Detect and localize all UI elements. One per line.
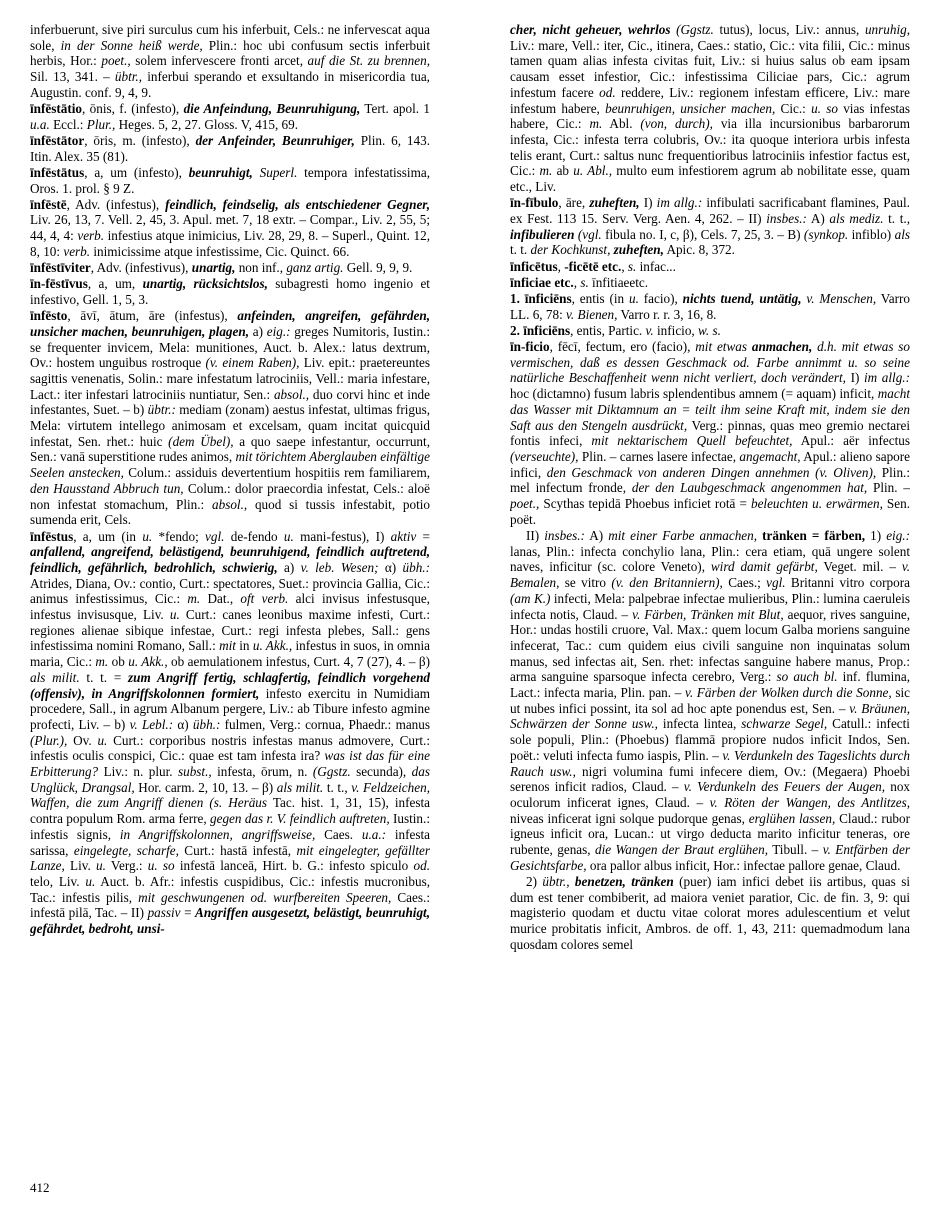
entry-text: , entis (in (571, 290, 629, 306)
entry-bold: īnficiae etc. (510, 274, 574, 290)
entry-bold: zum Angriff fertig, schlagfertig, feindlich vorgehend (offensiv), in Angriffskolonnen formiert, (30, 669, 430, 701)
entry-bold: īnfēstātus (30, 164, 85, 180)
entry-italic: (verseuchte), (510, 448, 579, 464)
dictionary-entry (510, 259, 910, 275)
entry-text: infesta, ōrum, n. (211, 764, 313, 780)
entry-text: = (180, 905, 196, 921)
entry-text: lanas, Plin.: infecta conchylio lana, Plin.: cera etiam, quā ungere solent naves, inficitur (sc. colore Veneto), (510, 543, 910, 575)
dictionary-entry (510, 323, 910, 339)
entry-bold: īnfēstātio (30, 101, 83, 117)
entry-italic: der Kochkunst, (530, 242, 611, 258)
entry-italic: u.a.: (361, 826, 387, 842)
entry-text: infestius atque inimicius, Liv. 28, 29, 8. – Superl., Quint. 12, 8, 10: (30, 228, 430, 259)
entry-text: infestus in suos, in omnia maria, Cic.: (30, 638, 430, 670)
entry-bold: cher, nicht geheuer, wehrlos (510, 22, 671, 37)
entry-bold: anfallend, angreifend, belästigend, beunruhigend, feindlich auftretend, feindlich, gefährlich, bedrohlich, schwierig, (30, 544, 430, 575)
entry-text: Sen. poët. (510, 496, 910, 527)
entry-italic: v. Bemalen, (510, 559, 910, 591)
entry-italic: vgl. (205, 528, 225, 544)
entry-text: I) (845, 370, 864, 386)
entry-text: inficio, (653, 322, 699, 338)
entry-text: Abl. (602, 116, 641, 132)
entry-italic: v. leb. Wesen; (300, 559, 379, 575)
entry-text: , (573, 274, 581, 290)
entry-italic: (v. einem Raben), (205, 355, 300, 371)
entry-text: , Adv. (infestivus), (90, 260, 192, 276)
entry-text: ora pallor albus inficit, Hor.: infectae pallore genae, Claud. (586, 857, 901, 873)
entry-italic: u. (169, 607, 180, 623)
page-number: 412 (30, 1180, 50, 1195)
entry-italic: das Unglück, Drangsal, (30, 764, 430, 795)
entry-italic: v. Lebl.: (129, 716, 174, 732)
entry-text: Heges. 5, 2, 27. Gloss. V, 415, 69. (115, 116, 299, 132)
entry-italic: (am K.) (510, 590, 551, 606)
entry-text: subagresti homo ingenio et infestivo, Gell. 1, 5, 3. (30, 276, 430, 307)
entry-bold: īn-fībulo (510, 195, 559, 211)
entry-italic: od. (413, 858, 430, 874)
entry-text: Sil. 13, 341. – (30, 69, 115, 85)
entry-text: Tac. hist. 1, 31, 15), infesta contra populum Rom. arma ferre, (30, 795, 430, 827)
entry-italic: v. Entfärben der Gesichtsfarbe, (510, 842, 910, 873)
entry-text: Plin. 6, 143. Itin. Alex. 35 (81). (30, 132, 430, 164)
entry-text: inferbuerunt, sive piri surculus cum his inferbuit, Cels.: ne infervescat aqua sole, (30, 22, 430, 53)
dictionary-entry (30, 101, 430, 132)
entry-text: t. t. (510, 242, 531, 258)
entry-italic: übtr.: (147, 402, 176, 418)
dictionary-page (30, 22, 910, 1182)
entry-text: Plin. – (867, 480, 910, 496)
entry-text: Ov. (67, 732, 98, 748)
entry-italic: u. Akk., (128, 654, 168, 670)
entry-text: infesta sarissa, (30, 826, 430, 858)
dictionary-entry (510, 195, 910, 258)
entry-italic: gegen das r. V. feindlich auftreten, (210, 811, 390, 827)
entry-text: 1) (865, 528, 887, 543)
entry-italic: poet., (510, 496, 540, 512)
entry-italic: absol., (212, 496, 248, 512)
entry-text: inferbui sperando et exsultando in misericordia tua, Augustin. conf. 9, 4, 9. (30, 69, 430, 100)
entry-text: de-fendo (224, 528, 284, 544)
entry-bold: beunruhigt, (188, 164, 253, 180)
entry-text: α) (378, 559, 403, 575)
entry-text: Verg.: pinnas, quas meo gremio nectarei fontis infeci, (510, 417, 910, 449)
entry-bold: anmachen, (751, 339, 813, 355)
entry-text: ab (552, 163, 574, 179)
entry-italic: macht das Wasser mit Diktamnum an = teilt ihm seine Kraft mit, indem sie den Saft aus den Stengeln ausdrückt, (510, 386, 910, 433)
entry-text (253, 165, 260, 180)
entry-text: Plin. – carnes lasere infectae, (578, 448, 740, 464)
entry-italic: u. so (811, 100, 838, 116)
entry-text: infecti, Mela: palpebrae infectae mulieribus, Plin.: lumina caeruleis infecta notis, Claud. – (510, 590, 910, 622)
entry-italic: (vgl. (577, 226, 602, 242)
entry-italic: mit eingelegter, gefällter Lanze, (30, 842, 430, 874)
entry-italic: m. (589, 116, 603, 132)
entry-text: , āre, (558, 195, 590, 211)
entry-text: , fēcī, fectum, ero (facio), (549, 339, 696, 355)
entry-text: Dat., (200, 591, 241, 607)
entry-text: alci invisus infestusque, infestus invisusque, Liv. (30, 591, 430, 623)
entry-text: a quo saepe infestantur, occurrunt, Sen.: vanā superstitione rudes animos, (30, 433, 430, 465)
entry-italic: im allg.: (863, 370, 910, 386)
entry-text: fibula no. I, c, β), Cels. 7, 25, 3. – B) (601, 226, 804, 242)
entry-italic: w. s. (698, 322, 721, 338)
entry-text: mediam (zonam) aestus infestat, ultimas frigus, Mela: virtutem intellego animosam et excelsam, quam incitat quicquid infestat, Sen. rhet.: huic (30, 402, 430, 449)
entry-bold: -ficētē etc. (564, 258, 622, 274)
entry-italic: der den Laubgeschmack angenommen hat, (631, 480, 868, 496)
entry-italic: v. Verdunkeln des Feuers der Augen, (683, 779, 886, 795)
entry-italic: m. (539, 163, 553, 179)
entry-italic: (synkop. (803, 226, 849, 242)
entry-text: t. t., (323, 779, 352, 795)
entry-text: nox oculorum inficerat ignes, Claud. – (510, 779, 910, 810)
entry-italic: v. Verdunkeln des Tageslichts durch Rauch usw., (510, 747, 910, 779)
entry-italic: (Plur.), (30, 732, 68, 748)
entry-text: infesto exercitu in Numidiam procedere, Sall., in agrum Albanum pergere, Liv.: ab Tibure infesto agmine profecti, Liv. – b) (30, 685, 430, 732)
entry-bold: benetzen, tränken (574, 873, 674, 889)
entry-italic: (Ggstz. (312, 764, 351, 780)
entry-italic: eig.: (886, 528, 910, 543)
entry-italic: als milit. (30, 669, 80, 685)
dictionary-entry (30, 165, 430, 196)
entry-italic: subst., (177, 764, 212, 780)
entry-italic: schwarze Segel, (741, 716, 828, 732)
entry-bold: īn-ficio (510, 339, 550, 355)
entry-italic: u. (97, 732, 108, 748)
entry-text: t. t., (883, 210, 910, 226)
entry-italic: mit nektarischem Quell befeuchtet, (591, 433, 793, 449)
entry-text: niveas inficerat igni solque pudorque genas, (510, 810, 749, 826)
entry-italic: beleuchten u. erwärmen, (750, 496, 883, 512)
entry-bold: infibulieren (510, 226, 575, 242)
entry-text: Auct. b. Afr.: infestis cuspidibus, Cic.: infestis mucronibus, Tac.: infestis pilis, (30, 873, 430, 905)
entry-text: infac... (636, 258, 676, 274)
entry-bold: 1. īnficiēns (510, 290, 572, 306)
entry-text: Verg.: (105, 858, 148, 874)
entry-italic: eig.: (266, 323, 291, 339)
entry-italic: s. (580, 274, 589, 290)
entry-italic: s. (627, 258, 637, 274)
entry-text: Tibull. – (768, 842, 823, 858)
entry-text: t. t. = (79, 669, 129, 685)
entry-text: α) (173, 716, 193, 732)
entry-text: , ōris, m. (infesto), (84, 132, 196, 148)
entry-text: in (235, 638, 253, 654)
entry-text: Liv.: mare, Vell.: iter, Cic., itinera, Caes.: statio, Cic.: vita filii, Cic.: minus tamen quam alias infesta civitas fuit, Liv.: si huius salus ob eam ipsam causam esset infestior, Cic.: infestissima Ciliciae pars, Cic.: agrum infestum facere (510, 37, 910, 100)
entry-italic: u.a. (30, 116, 50, 132)
dictionary-entry (30, 197, 430, 260)
entry-text: Scythas tepidā Phoebus inficiet rotā = (539, 496, 751, 512)
entry-text: Plin.: mel infectum fronde, (510, 464, 910, 496)
entry-text: fulmen, Verg.: cornua, Phaedr.: manus (220, 716, 430, 732)
entry-italic: (Ggstz. (676, 22, 714, 37)
entry-bold: zuheften, (613, 242, 664, 258)
entry-text: aequor, rives sanguine, Hor.: undas hostili cruore, Val. Max.: quem locum Galba moriens sanguine infecerat, Tac.: cum quidem eius civili sanguine non inquinatas solum manus, sed infectas ait, Sen. rhet: infectas sanguine habere manus, Prop.: arma sanguine sparsoque infecta cerebro, Verg.: (510, 606, 910, 685)
entry-bold: īnfēstātor (30, 132, 85, 148)
entry-italic: unruhig, (864, 22, 910, 37)
entry-italic: v. Färben, Tränken mit Blut, (632, 606, 784, 622)
entry-text: , āvī, ātum, āre (infestus), (67, 308, 238, 324)
entry-text: Veget. mil. – (817, 559, 902, 575)
entry-text: via illa incursionibus barbarorum infesta, Cic.: infesta terra colubris, Ov.: ita quoque interiora urbis infesta telis erant, Curt.: saltus nunc frequentioribus latrociniis infestior factus est, Cic.: (510, 116, 910, 179)
entry-text: solem infervescere fronti arcet, (130, 53, 308, 69)
entry-italic: v. Bienen, (566, 306, 618, 322)
entry-italic: mit etwas (695, 339, 747, 355)
entry-italic: die Wangen der Braut erglühen, (594, 842, 769, 858)
entry-italic: poet., (101, 53, 131, 69)
entry-text: Plin.: hoc ubi confusum sectis inferbuit herbis, Hor.: (30, 37, 430, 69)
entry-italic: vgl. (766, 575, 786, 591)
entry-text: Caes.; (722, 575, 767, 591)
entry-text: (puer) iam infici debet iis artibus, quas si dum est tener combiberit, ad maiora veniet paratior, Cic. de fin. 3, 9: qui magisterio quodam et ductu vitae colorat mores adulescentium et velut murice probitatis inficit, Ambros. de off. 1, 43, 211: quemadmodum lana quosdam colores semel (510, 873, 910, 952)
entry-text: Caes.: infestā pilā, Tac. – II) (30, 889, 430, 921)
entry-text: infiblo) (848, 226, 895, 242)
entry-bold: feindlich, feindselig, als entschiedener Gegner, (165, 196, 430, 212)
entry-text: Varro r. r. 3, 16, 8. (617, 306, 717, 322)
entry-bold: Angriffen ausgesetzt, belästigt, beunruhigt, gefährdet, bedroht, unsi- (30, 905, 430, 937)
entry-text: Curt.: corporibus nostris infestas manus admovere, Curt.: infestis oculis conspici, Cic.: quae est tam infesta ira? (30, 732, 430, 764)
entry-italic: (dem Übel), (168, 433, 234, 449)
entry-italic: Plur., (86, 116, 116, 132)
entry-italic: mit einer Farbe anmachen, (608, 528, 758, 543)
entry-text: , ōnis, f. (infesto), (82, 101, 184, 117)
entry-italic: wird damit gefärbt, (710, 559, 818, 575)
entry-text: mani-festus), I) (293, 528, 391, 544)
entry-text: Liv. (64, 858, 97, 874)
entry-text: Iustin.: infestis signis, (30, 811, 430, 842)
entry-italic: u. so (147, 858, 175, 874)
entry-italic: in Angriffskolonnen, angriffsweise, (119, 826, 316, 842)
entry-italic: als mediz. (829, 210, 884, 226)
entry-text: telo, Liv. (30, 873, 86, 889)
dictionary-entry (30, 308, 430, 528)
entry-bold: anfeinden, angreifen, gefährden, unsicher machen, beunruhigen, plagen, (30, 308, 430, 339)
entry-text: infibulati sacrificabant flamines, Paul. ex Fest. 113 15. Serv. Verg. Aen. 4, 262. – II) (510, 195, 910, 226)
entry-italic: v. Menschen, (806, 290, 877, 306)
entry-italic: (von, durch), (640, 116, 713, 132)
dictionary-entry (510, 528, 910, 873)
entry-text: Liv. epit.: praetereuntes sagittis venenatis, Solin.: mare infestatum latrociniis, Vell.: maria infestare, Lact.: iter infestari latrociniis nuntiatur, Sen.: (30, 355, 430, 402)
entry-italic: u. (283, 528, 294, 544)
dictionary-entry (30, 276, 430, 307)
dictionary-entry (510, 339, 910, 527)
entry-text: duo corvi hinc et inde infestantes, Suet. – b) (30, 386, 430, 418)
entry-text: 2) (526, 873, 543, 889)
entry-italic: insbes.: (544, 528, 585, 543)
dictionary-entry (30, 529, 430, 937)
dictionary-entry (30, 22, 430, 101)
entry-text: greges Numitoris, Iustin.: se frequenter invicem, Mela: munitiones, Auct. b. Alex.: latus dextrum, Ov.: hostem unguibus rostroque (30, 323, 430, 371)
entry-text: a) (277, 559, 301, 575)
entry-italic: angemacht, (739, 448, 801, 464)
entry-bold: īnficētus (510, 258, 558, 274)
entry-text: Apul.: alieno sapore infici, (510, 448, 910, 480)
dictionary-entry (510, 22, 910, 195)
entry-text: nigri volumina fumi infecere diem, Ov.: (Megaera) Phoebi serenos inficit radios, Claud. – (510, 763, 910, 795)
entry-italic: ganz artig. (286, 260, 344, 276)
entry-italic: od. (599, 84, 616, 100)
entry-text: = (416, 528, 430, 544)
entry-italic: Superl. (259, 164, 298, 180)
entry-text: vias infestas habere, Cic.: (510, 100, 910, 132)
left-column (30, 22, 430, 1177)
entry-bold: tränken = färben, (762, 528, 866, 543)
entry-bold: īnfēsto (30, 308, 68, 324)
entry-text: I) (639, 195, 657, 211)
entry-text: quod si tussis infestabit, potio sumenda erit, Cels. (30, 496, 430, 528)
entry-italic: u. (142, 528, 153, 544)
entry-italic: als (894, 226, 910, 242)
entry-text: Colum.: dolor praecordia infestat, Cels.: aloë non infestat stomachum, Plin.: (30, 480, 430, 512)
entry-text: inf. flumina, Lact.: infecta maria, Plin. pan. – (510, 669, 910, 701)
entry-italic: v. Bräunen, Schwärzen der Sonne usw., (510, 700, 910, 732)
dictionary-entry (30, 133, 430, 164)
entry-italic: u. (96, 858, 106, 874)
entry-italic: mit geschwungenen od. wurfbereiten Speeren, (138, 889, 392, 905)
entry-italic: so auch bl. (776, 669, 838, 685)
entry-text: tempora infestatissima, Oros. 1. prol. § 9 Z. (30, 164, 430, 196)
entry-italic: übtr., (114, 69, 143, 85)
entry-text: , (621, 258, 628, 274)
entry-italic: übh.: (402, 559, 430, 575)
entry-text: , Adv. (infestus), (66, 196, 166, 212)
entry-italic: u. Abl., (573, 163, 613, 179)
entry-italic: aktiv (390, 528, 417, 544)
entry-text: a) (249, 323, 267, 339)
entry-bold: īn-fēstīvus (30, 276, 88, 292)
entry-italic: u. Akk., (252, 638, 293, 654)
entry-text: Hor. carm. 2, 10, 13. – β) (134, 779, 277, 795)
entry-italic: passiv (147, 905, 181, 921)
entry-italic: in der Sonne heiß werde, (60, 37, 203, 53)
entry-text: multo eum infestiorem agrum ab nobilitate esse, quam etc., Liv. (510, 163, 910, 195)
entry-text: *fendo; (152, 528, 206, 544)
entry-italic: verb. (77, 228, 105, 244)
entry-text: infestā lanceā, Hirt. b. G.: infesto spiculo (174, 858, 414, 874)
entry-text: , a, um (in (73, 528, 143, 544)
entry-bold: zuheften, (589, 195, 640, 211)
entry-text: Apic. 8, 372. (663, 242, 735, 258)
entry-text: Britanni vitro corpora (785, 575, 910, 591)
entry-text: ob aemulationem infestus, Curt. 4, 7 (27), 4. – β) (167, 654, 430, 670)
entry-italic: v. (645, 322, 654, 338)
right-column (510, 22, 910, 1177)
entry-text: inimicissime atque infestissime, Cic. Quinct. 66. (90, 243, 350, 259)
entry-italic: d.h. mit etwas so vermischen, daß es dessen Geschmack od. Farbe annimmt u. so seine natürliche Beschaffenheit wenn nicht verliert, doch verändert, (510, 339, 910, 386)
entry-text: facio), (638, 290, 683, 306)
entry-bold: 2. īnficiēns (510, 322, 571, 338)
entry-italic: m. (187, 591, 201, 607)
entry-text: Colum.: assiduis devertentium hospitiis rem familiarem, (123, 465, 430, 481)
entry-text: A) (806, 210, 830, 226)
entry-bold: unartig, (191, 260, 236, 276)
entry-text: Eccl.: (49, 116, 87, 132)
entry-text: II) (526, 528, 545, 543)
entry-italic: den Hausstand Abbruch tun, (30, 480, 184, 496)
entry-italic: insbes.: (766, 210, 807, 226)
entry-text: , a, um (infesto), (84, 164, 189, 180)
entry-italic: eingelegte, scharfe, (73, 842, 179, 858)
entry-text: reddere, Liv.: regionem infestam efficere, Liv.: mare infestum habere, (510, 84, 910, 116)
entry-text: Apul.: aër infectus (792, 433, 910, 449)
entry-text: īnfitiaeetc. (588, 274, 649, 290)
entry-italic: übh.: (192, 716, 221, 732)
entry-bold: īnfēstīviter (30, 260, 91, 276)
entry-text: tutus), locus, Liv.: annus, (713, 22, 865, 37)
entry-italic: den Geschmack von anderen Dingen annehmen (v. Oliven), (546, 464, 877, 480)
entry-text: ob (108, 654, 129, 670)
entry-italic: mit törichtem Aberglauben einfältige Seelen anstecken, (30, 449, 430, 481)
entry-text: Caes. (315, 826, 362, 842)
entry-text: Liv. 26, 13, 7. Vell. 2, 45, 3. Apul. met. 7, 18 extr. – Compar., Liv. 2, 55, 5; 44, 4, 4: (30, 212, 430, 244)
entry-italic: u. (85, 873, 96, 889)
entry-italic: beunruhigen, unsicher machen, (605, 100, 776, 116)
entry-italic: im allg.: (656, 195, 703, 211)
entry-bold: die Anfeindung, Beunruhigung, (183, 101, 361, 117)
dictionary-entry (510, 874, 910, 953)
entry-italic: v. Röten der Wangen, des Antlitzes, (709, 794, 910, 810)
entry-text: Tert. apol. 1 (360, 101, 430, 117)
entry-text: Varro LL. 6, 78: (510, 290, 910, 322)
entry-text: infecta lintea, (657, 716, 742, 732)
entry-text: Claud.: rubor igneus inficit ora, Lucan.: ut virgo deducta marito inficitur teneras, ore rubente, genas, (510, 810, 910, 858)
entry-bold: der Anfeinder, Beunruhiger, (195, 132, 355, 148)
entry-bold: īnfēstus (30, 528, 74, 544)
dictionary-entry (510, 291, 910, 322)
entry-italic: v. Färben der Wolken durch die Sonne, (684, 685, 892, 701)
entry-bold: īnfēstē (30, 196, 67, 212)
entry-italic: auf die St. zu brennen, (307, 53, 430, 69)
entry-text: non inf., (235, 260, 287, 276)
entry-text: Cic.: (775, 100, 812, 116)
entry-italic: als milit. (276, 779, 324, 795)
entry-bold: nichts tuend, untätig, (682, 290, 802, 306)
entry-italic: mit (219, 638, 236, 654)
dictionary-entry (510, 275, 910, 291)
entry-italic: was ist das für eine Erbitterung? (30, 748, 430, 780)
entry-text: Catull.: infecti sole populi, Plin.: (Phoebus) flammā propiore nudos inficit Indos, Sen. poët.: veluti infecta fumo iaspis, Plin. – (510, 716, 910, 763)
entry-italic: absol., (273, 386, 310, 402)
entry-text: Curt.: canes leonibus maxime infesti, Curt.: regiones alienae sibique infestae, Curt.: regi infesta plebes, Sall.: gens infestissima nomini Romano, Sall.: (30, 607, 430, 654)
entry-text: secunda), (350, 764, 412, 780)
entry-text: , entis, Partic. (570, 322, 646, 338)
entry-text: Gell. 9, 9, 9. (343, 260, 413, 276)
entry-text: , a, um, (87, 276, 143, 292)
entry-bold: unartig, rücksichtslos, (142, 276, 268, 292)
entry-italic: v. Feldzeichen, Waffen, die zum Angriff dienen (s. Heräus (30, 779, 430, 811)
entry-text: sic ut nubes infici possint, ita sol ad hoc apte ponendus est, Sen. – (510, 685, 910, 716)
entry-italic: oft verb. (240, 591, 289, 607)
entry-text: Liv.: n. plur. (98, 764, 178, 780)
entry-text: se vitro (559, 575, 612, 591)
entry-italic: erglühen lassen, (748, 810, 836, 826)
entry-italic: verb. (63, 243, 91, 259)
entry-text: , (557, 258, 565, 274)
entry-text: Atrides, Diana, Ov.: contio, Curt.: spectatores, Suet.: provincia Gallia, Cic.: animus infestissimus, Cic.: (30, 575, 430, 607)
entry-text: hoc (dictamno) fusum labris splendentibus amnem (= aquam) inficit, (510, 386, 878, 402)
entry-italic: u. (629, 290, 639, 306)
entry-italic: m. (95, 654, 109, 670)
entry-text: A) (584, 528, 609, 543)
entry-text: Curt.: hastā infestā, (178, 842, 297, 858)
entry-italic: übtr., (542, 873, 570, 889)
entry-italic: (v. den Britanniern), (611, 575, 723, 591)
dictionary-entry (30, 260, 430, 276)
